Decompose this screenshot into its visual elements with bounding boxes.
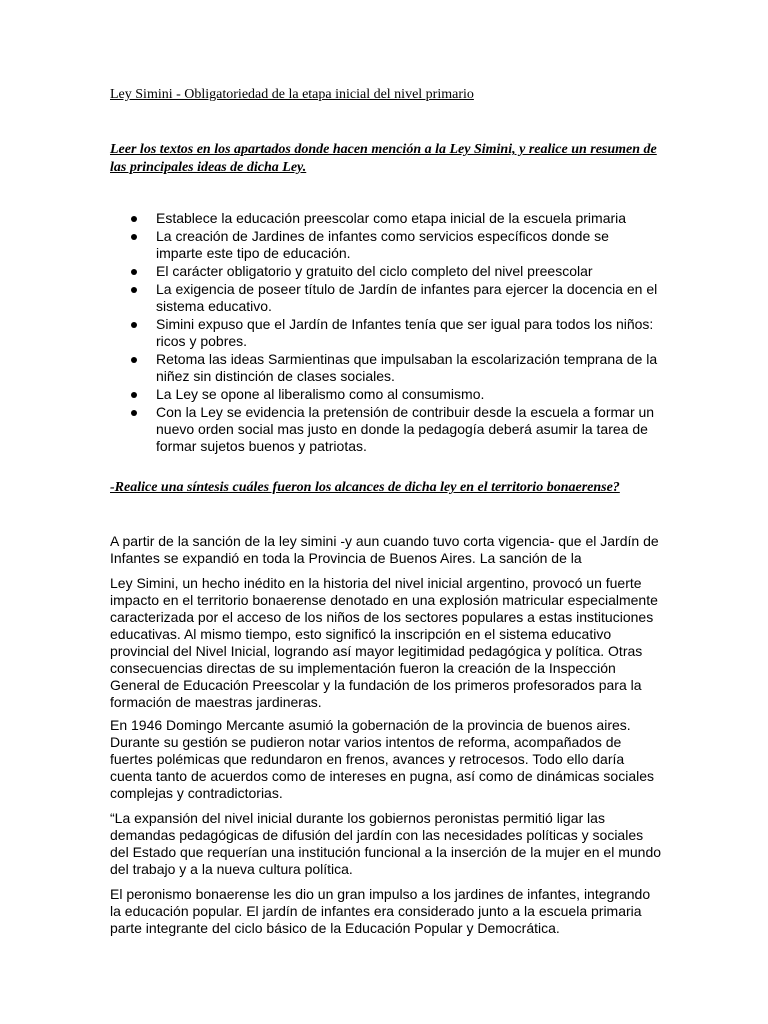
bullet-icon: [131, 410, 137, 416]
bullet-item: [110, 263, 658, 280]
bullet-icon: [131, 392, 137, 398]
paragraph-quote: “La expansión del nivel inicial durante los gobiernos peronistas permitió ligar las demandas pedagógicas de difusión del jardín con las necesidades políticas y sociales del Estado que requerían una institución funcional a la inserción de la mujer en el mundo del trabajo y a la nueva cultura política.: [110, 810, 662, 877]
bullet-item: [110, 228, 658, 262]
paragraph-peronism: El peronismo bonaerense les dio un gran impulso a los jardines de infantes, integrando la educación popular. El jardín de infantes era considerado junto a la escuela primaria parte integrante del ciclo básico de la Educación Popular y Democrática.: [110, 886, 651, 936]
bullet-text: El carácter obligatorio y gratuito del ciclo completo del nivel preescolar: [156, 263, 593, 279]
bullet-item: [110, 281, 658, 315]
bullet-icon: [131, 234, 137, 240]
paragraph-expansion: A partir de la sanción de la ley simini -y aun cuando tuvo corta vigencia- que el Jardín de Infantes se expandió en toda la Provincia de Buenos Aires. La sanción de la: [110, 533, 659, 566]
bullet-text: Simini expuso que el Jardín de Infantes tenía que ser igual para todos los niños: ricos y pobres.: [156, 316, 654, 349]
bullet-icon: [131, 216, 137, 222]
bullet-item: [110, 404, 658, 455]
bullet-icon: [131, 357, 137, 363]
bullet-item: [110, 316, 658, 350]
bullet-icon: [131, 287, 137, 293]
bullet-item: [110, 210, 658, 227]
assignment-prompt-2: -Realice una síntesis cuáles fueron los alcances de dicha ley en el territorio bonaerense?: [110, 480, 620, 495]
bullet-icon: [131, 269, 137, 275]
bullet-text: La exigencia de poseer título de Jardín de infantes para ejercer la docencia en el sistema educativo.: [156, 281, 658, 314]
bullet-text: Con la Ley se evidencia la pretensión de contribuir desde la escuela a formar un nuevo orden social mas justo en donde la pedagogía deberá asumir la tarea de formar sujetos buenos y patriotas.: [156, 404, 655, 454]
document-title: Ley Simini - Obligatoriedad de la etapa inicial del nivel primario: [110, 87, 474, 102]
bullet-item: [110, 351, 658, 385]
bullet-item: [110, 386, 658, 403]
paragraph-mercante: En 1946 Domingo Mercante asumió la gobernación de la provincia de buenos aires. Durante su gestión se pudieron notar varios intentos de reforma, acompañados de fuertes polémicas que redundaron en frenos, avances y retrocesos. Todo ello daría cuenta tanto de acuerdos como de intereses en pugna, así como de dinámicas sociales complejas y contradictorias.: [110, 717, 654, 801]
bullet-text: Establece la educación preescolar como etapa inicial de la escuela primaria: [156, 210, 627, 226]
summary-bullet-list: [110, 210, 658, 456]
bullet-text: Retoma las ideas Sarmientinas que impulsaban la escolarización temprana de la niñez sin distinción de clases sociales.: [156, 351, 658, 384]
assignment-prompt-1: Leer los textos en los apartados donde hacen mención a la Ley Simini, y realice un resumen de las principales ideas de dicha Ley.: [110, 142, 657, 175]
bullet-icon: [131, 322, 137, 328]
bullet-text: La creación de Jardines de infantes como servicios específicos donde se imparte este tipo de educación.: [156, 228, 609, 261]
bullet-text: La Ley se opone al liberalismo como al consumismo.: [156, 386, 485, 402]
paragraph-impact: Ley Simini, un hecho inédito en la historia del nivel inicial argentino, provocó un fuerte impacto en el territorio bonaerense denotado en una explosión matricular especialmente caracterizada por el acceso de los niños de los sectores populares a estas instituciones educativas. Al mismo tiempo, esto significó la inscripción en el sistema educativo provincial del Nivel Inicial, logrando así mayor legitimidad pedagógica y política. Otras consecuencias directas de su implementación fueron la creación de la Inspección General de Educación Preescolar y la fundación de los primeros profesorados para la formación de maestras jardineras.: [110, 575, 658, 710]
